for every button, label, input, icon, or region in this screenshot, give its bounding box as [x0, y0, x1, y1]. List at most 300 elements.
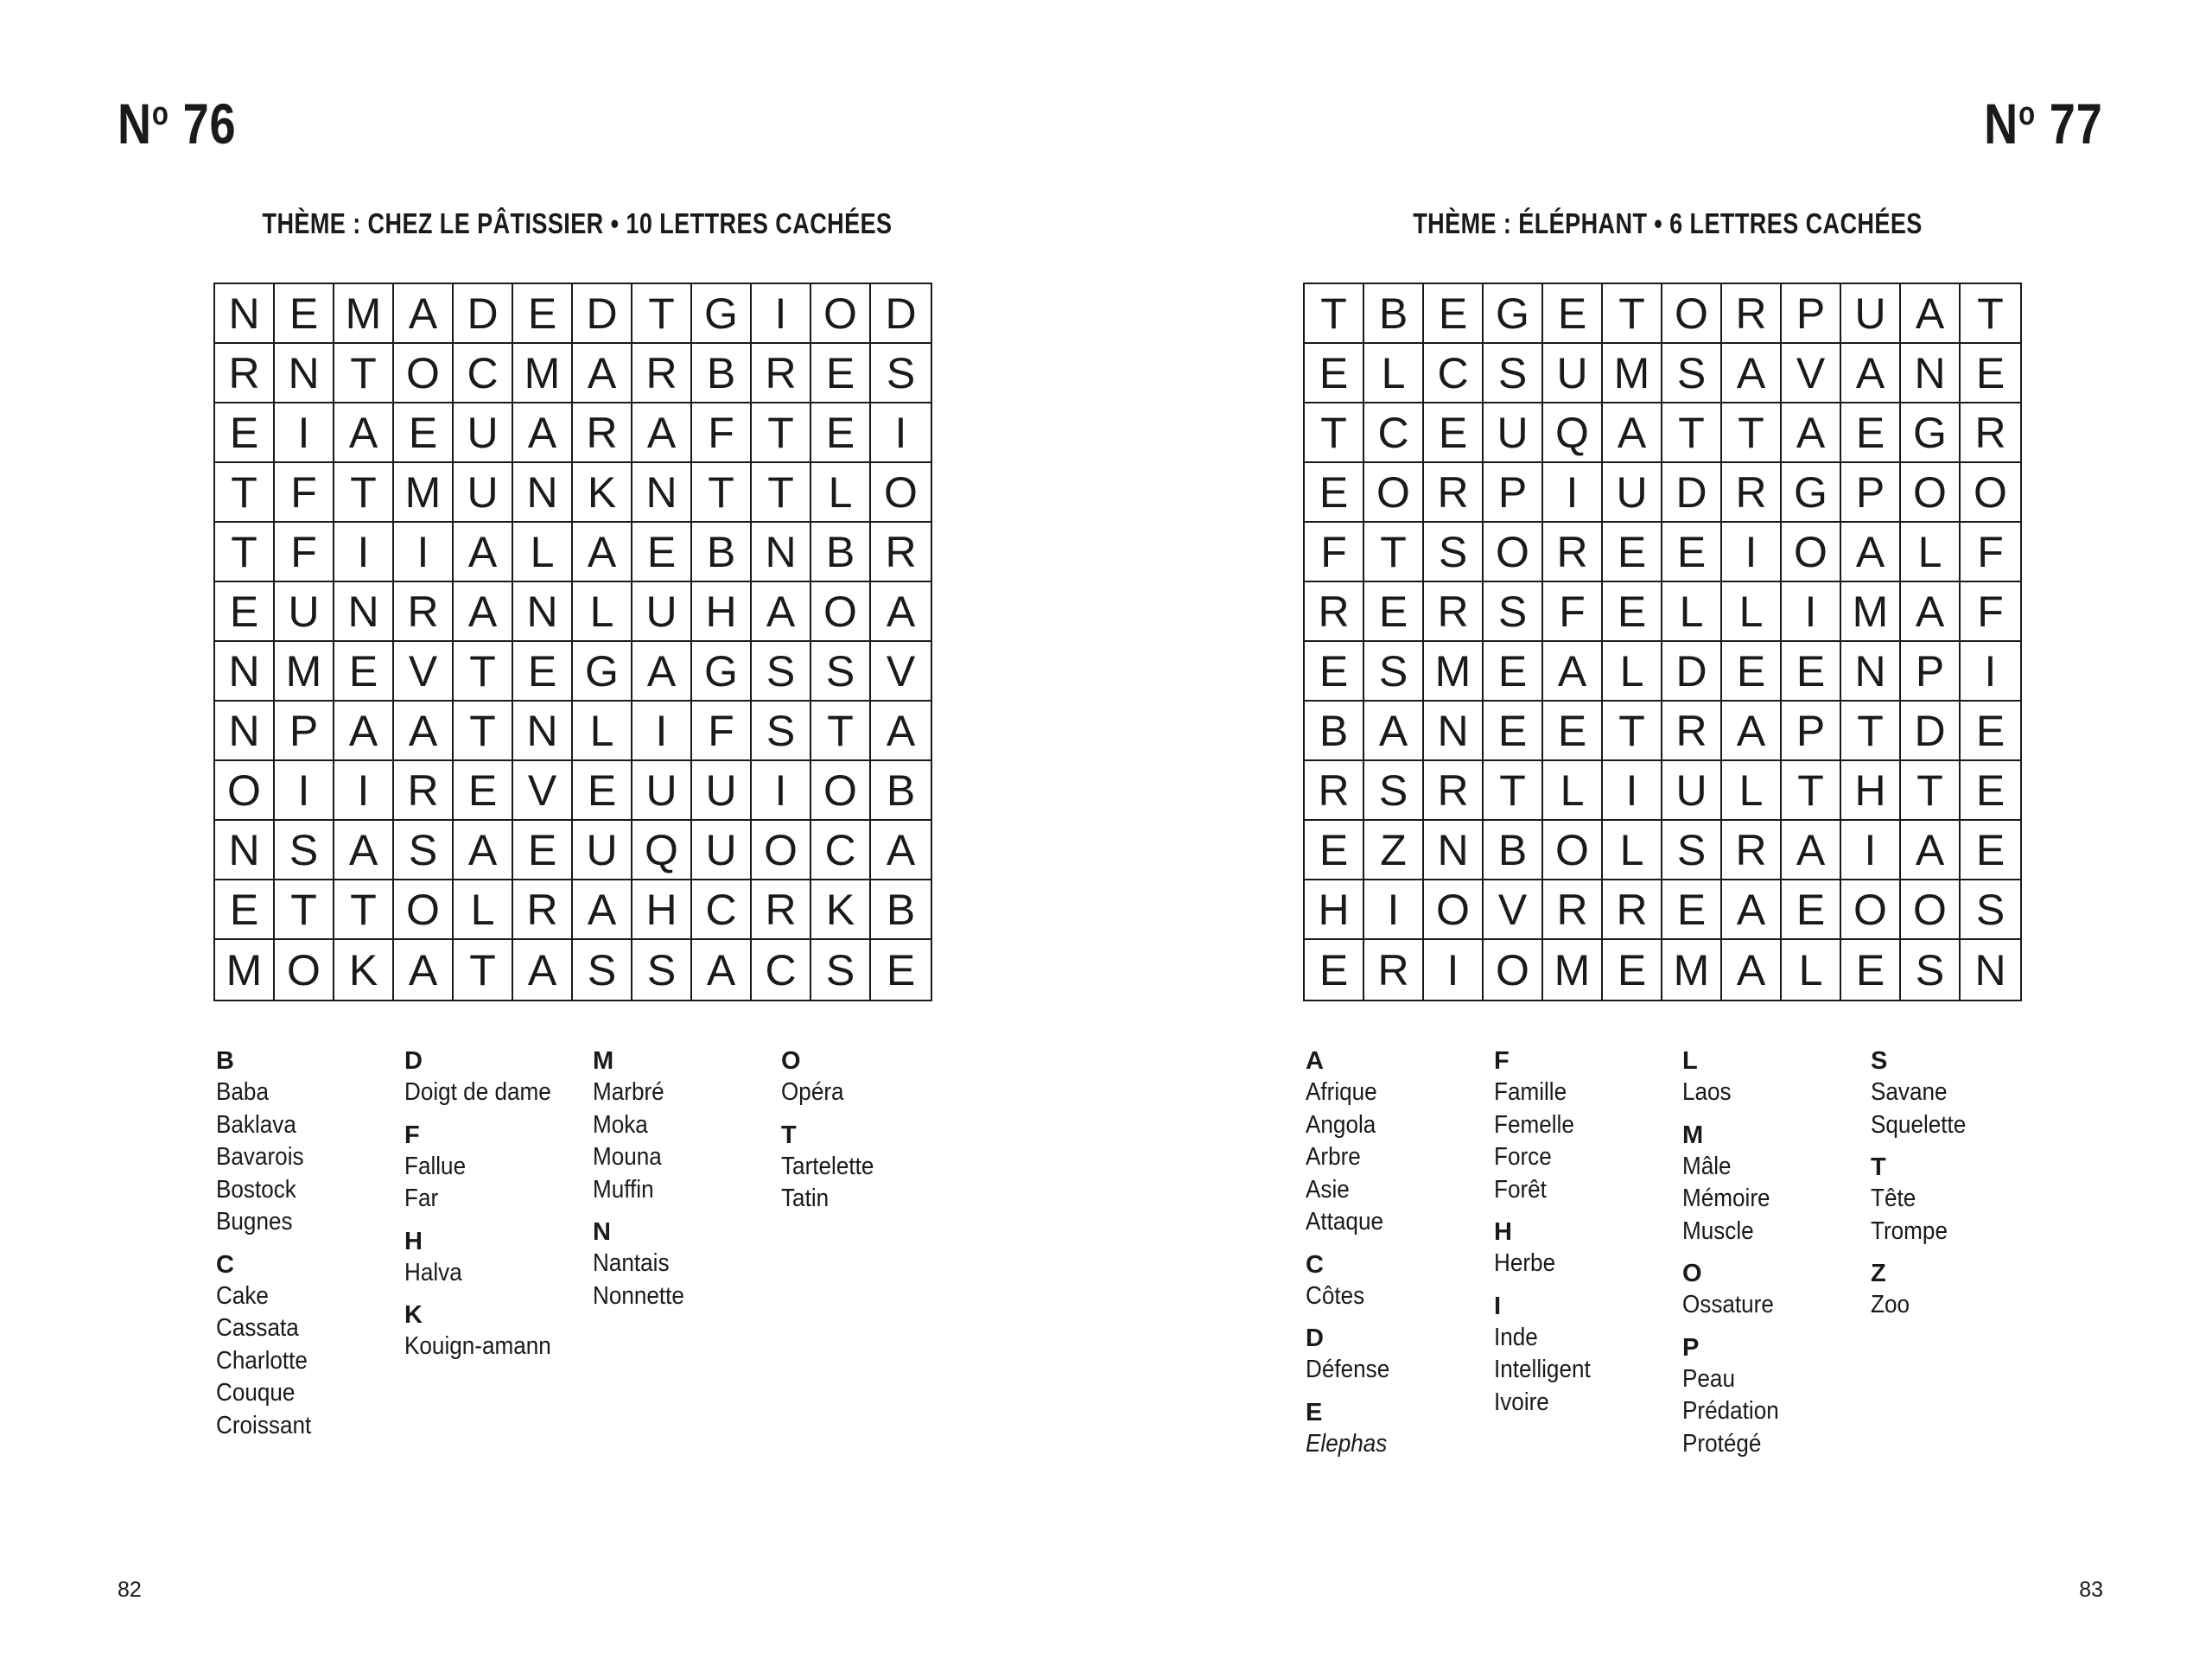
grid-cell: K	[811, 880, 871, 940]
grid-cell: N	[513, 582, 573, 642]
grid-cell: G	[692, 642, 752, 702]
grid-cell: A	[334, 821, 394, 880]
grid-cell: D	[1662, 642, 1722, 702]
grid-cell: R	[1722, 463, 1782, 523]
grid-cell: I	[275, 403, 334, 463]
hidden-word: Cake	[216, 1281, 269, 1310]
grid-cell: F	[692, 702, 752, 761]
page-right	[1106, 0, 2212, 1658]
hidden-word: Tartelette	[781, 1152, 874, 1180]
grid-cell: L	[513, 523, 573, 582]
word-list-column	[404, 1045, 593, 1452]
grid-cell: A	[1722, 880, 1782, 940]
grid-cell: K	[573, 463, 632, 523]
grid-cell: E	[215, 403, 275, 463]
hidden-word: Ivoire	[1494, 1388, 1549, 1416]
grid-cell: O	[1543, 821, 1603, 880]
word-group	[1494, 1291, 1682, 1420]
grid-cell: P	[1901, 642, 1961, 702]
word-group	[1871, 1152, 2059, 1248]
word-group-letter: T	[1871, 1153, 1886, 1181]
grid-cell: E	[394, 403, 454, 463]
grid-cell: T	[334, 463, 394, 523]
grid-cell: I	[752, 761, 811, 821]
grid-cell: A	[1782, 403, 1841, 463]
grid-cell: R	[752, 880, 811, 940]
hidden-word: Forêt	[1494, 1175, 1547, 1204]
grid-cell: S	[752, 702, 811, 761]
grid-cell: O	[1662, 284, 1722, 344]
grid-cell: O	[871, 463, 931, 523]
word-group	[1682, 1258, 1871, 1322]
grid-cell: I	[871, 403, 931, 463]
grid-cell: P	[1841, 463, 1901, 523]
grid-cell: B	[1484, 821, 1543, 880]
grid-cell: E	[632, 523, 692, 582]
word-group-letter: N	[593, 1218, 611, 1246]
grid-cell: A	[1722, 344, 1782, 403]
grid-cell: V	[513, 761, 573, 821]
grid-cell: S	[1484, 344, 1543, 403]
grid-cell: E	[1543, 702, 1603, 761]
grid-cell: L	[573, 582, 632, 642]
grid-cell: S	[632, 940, 692, 1000]
grid-cell: H	[1305, 880, 1364, 940]
grid-cell: S	[811, 642, 871, 702]
hidden-word: Baklava	[216, 1110, 296, 1139]
word-group	[404, 1299, 593, 1363]
grid-cell: L	[1662, 582, 1722, 642]
grid-cell: A	[632, 642, 692, 702]
grid-cell: E	[1662, 880, 1722, 940]
grid-cell: C	[1424, 344, 1484, 403]
hidden-word: Elephas	[1306, 1429, 1388, 1458]
grid-cell: M	[394, 463, 454, 523]
grid-cell: L	[1364, 344, 1424, 403]
grid-cell: R	[1424, 582, 1484, 642]
hidden-word: Nonnette	[593, 1281, 684, 1310]
word-group	[1682, 1045, 1871, 1109]
grid-cell: T	[811, 702, 871, 761]
grid-cell: N	[1841, 642, 1901, 702]
grid-cell: N	[1974, 945, 2006, 994]
grid-cell: V	[1484, 880, 1543, 940]
grid-cell: R	[215, 344, 275, 403]
grid-cell: T	[334, 880, 394, 940]
grid-cell: Z	[1364, 821, 1424, 880]
grid-cell: S	[1364, 761, 1424, 821]
word-search-grid	[213, 283, 932, 1001]
puzzle-number-superscript: o	[2018, 96, 2037, 132]
grid-cell: I	[1722, 523, 1782, 582]
grid-cell: T	[1841, 702, 1901, 761]
hidden-word: Asie	[1306, 1175, 1350, 1204]
grid-cell: E	[1603, 523, 1662, 582]
grid-cell: H	[632, 880, 692, 940]
grid-cell: O	[1364, 463, 1424, 523]
grid-cell: S	[394, 821, 454, 880]
grid-cell: U	[275, 582, 334, 642]
word-group-letter: Z	[1871, 1260, 1886, 1287]
puzzle-number	[118, 91, 236, 156]
word-group	[1306, 1323, 1494, 1387]
grid-cell: O	[275, 940, 334, 1000]
grid-cell: G	[1901, 403, 1961, 463]
grid-cell: U	[1543, 344, 1603, 403]
grid-cell: N	[513, 702, 573, 761]
word-group	[404, 1045, 593, 1109]
hidden-word: Force	[1494, 1143, 1552, 1171]
word-group-letter: E	[1306, 1398, 1323, 1426]
word-group-letter: T	[781, 1121, 797, 1149]
grid-cell: N	[1901, 344, 1961, 403]
grid-cell: S	[752, 642, 811, 702]
grid-cell: O	[811, 582, 871, 642]
grid-cell: U	[454, 403, 513, 463]
grid-cell: O	[1901, 463, 1961, 523]
puzzle-number-value: 77	[2050, 92, 2103, 156]
word-group	[404, 1226, 593, 1290]
grid-cell: E	[1841, 403, 1901, 463]
grid-cell: T	[692, 463, 752, 523]
word-group-letter: O	[781, 1047, 801, 1075]
hidden-word: Herbe	[1494, 1249, 1556, 1277]
grid-cell: I	[275, 761, 334, 821]
grid-cell: I	[1543, 463, 1603, 523]
grid-cell: L	[1722, 582, 1782, 642]
grid-cell: E	[1961, 702, 2020, 761]
hidden-word: Intelligent	[1494, 1356, 1591, 1383]
grid-cell: A	[454, 523, 513, 582]
grid-cell: N	[275, 344, 334, 403]
word-group-letter: B	[216, 1047, 234, 1075]
grid-cell: T	[1722, 403, 1782, 463]
grid-cell: N	[1424, 821, 1484, 880]
word-group-letter: H	[1494, 1218, 1512, 1246]
word-list-column	[1306, 1045, 1494, 1471]
grid-cell: E	[1305, 463, 1364, 523]
hidden-word: Inde	[1494, 1323, 1538, 1351]
grid-cell: U	[573, 821, 632, 880]
grid-cell: T	[1305, 403, 1364, 463]
grid-cell: U	[1484, 403, 1543, 463]
grid-cell: T	[454, 702, 513, 761]
grid-cell: E	[1603, 582, 1662, 642]
grid-cell: E	[513, 284, 573, 344]
grid-cell: L	[1901, 523, 1961, 582]
grid-cell: N	[215, 821, 275, 880]
word-group-letter: I	[1494, 1292, 1502, 1320]
grid-cell: B	[871, 761, 931, 821]
grid-cell: E	[1961, 761, 2020, 821]
grid-cell: A	[513, 403, 573, 463]
grid-cell: Q	[632, 821, 692, 880]
grid-cell: E	[1305, 940, 1364, 1000]
word-group-letter: D	[1306, 1324, 1324, 1352]
grid-cell: I	[1364, 880, 1424, 940]
hidden-word: Mouna	[593, 1143, 662, 1171]
word-search-grid	[1303, 283, 2022, 1001]
word-group-letter: D	[404, 1047, 423, 1075]
grid-cell: O	[1484, 523, 1543, 582]
grid-cell: E	[1484, 702, 1543, 761]
grid-cell: A	[1364, 702, 1424, 761]
hidden-word: Kouign-amann	[404, 1332, 551, 1360]
grid-cell: U	[1841, 284, 1901, 344]
word-group-letter: H	[404, 1227, 423, 1255]
grid-cell: A	[394, 940, 454, 1000]
grid-cell: T	[215, 463, 275, 523]
grid-cell: A	[1841, 344, 1901, 403]
grid-cell: H	[1841, 761, 1901, 821]
grid-cell: E	[1961, 344, 2020, 403]
word-group	[781, 1045, 969, 1109]
word-group-letter: K	[404, 1301, 423, 1329]
grid-cell: U	[1662, 761, 1722, 821]
grid-cell: F	[1961, 582, 2020, 642]
grid-cell: M	[215, 940, 275, 1000]
grid-cell: R	[1543, 523, 1603, 582]
grid-cell: O	[811, 284, 871, 344]
grid-cell: S	[1961, 880, 2020, 940]
grid-cell: B	[1364, 284, 1424, 344]
grid-cell: I	[334, 761, 394, 821]
word-list-column	[781, 1045, 969, 1452]
grid-cell: S	[811, 940, 871, 1000]
grid-cell: S	[1364, 642, 1424, 702]
grid-cell: G	[692, 284, 752, 344]
grid-cell: T	[215, 523, 275, 582]
grid-cell: E	[1722, 642, 1782, 702]
word-group	[1494, 1045, 1682, 1206]
word-group	[1306, 1045, 1494, 1239]
page-number: 83	[2079, 1578, 2103, 1602]
grid-cell: E	[1305, 642, 1364, 702]
hidden-word: Famille	[1494, 1078, 1567, 1106]
grid-cell: T	[275, 880, 334, 940]
grid-cell: S	[1662, 344, 1722, 403]
grid-cell: T	[1961, 284, 2020, 344]
hidden-word: Doigt de dame	[404, 1078, 551, 1106]
grid-cell: R	[1305, 761, 1364, 821]
grid-cell: C	[1364, 403, 1424, 463]
grid-cell: A	[1901, 284, 1961, 344]
hidden-word: Tatin	[781, 1185, 830, 1212]
grid-cell: A	[334, 403, 394, 463]
grid-cell: E	[1841, 940, 1901, 1000]
grid-cell: A	[1782, 821, 1841, 880]
grid-cell: A	[1543, 642, 1603, 702]
grid-cell: T	[1603, 284, 1662, 344]
grid-cell: E	[215, 880, 275, 940]
hidden-word: Attaque	[1306, 1208, 1383, 1236]
hidden-word: Baba	[216, 1078, 269, 1106]
grid-cell: T	[632, 284, 692, 344]
grid-cell: S	[1424, 523, 1484, 582]
word-list-column	[1494, 1045, 1682, 1471]
grid-cell: L	[1603, 821, 1662, 880]
grid-cell: M	[1603, 344, 1662, 403]
grid-cell: R	[1722, 284, 1782, 344]
grid-cell: T	[454, 642, 513, 702]
grid-cell: R	[1603, 880, 1662, 940]
grid-cell: B	[811, 523, 871, 582]
puzzle-theme: THÈME : CHEZ LE PÂTISSIER • 10 LETTRES CACHÉES	[262, 207, 893, 239]
grid-cell: G	[573, 642, 632, 702]
grid-cell: E	[454, 761, 513, 821]
word-group-letter: M	[1682, 1121, 1704, 1149]
grid-cell: O	[215, 761, 275, 821]
grid-cell: U	[632, 761, 692, 821]
grid-cell: D	[573, 284, 632, 344]
grid-cell: N	[752, 523, 811, 582]
grid-cell: R	[1543, 880, 1603, 940]
grid-cell: E	[1424, 284, 1484, 344]
grid-cell: T	[1662, 403, 1722, 463]
grid-cell: L	[1782, 940, 1841, 1000]
grid-cell: O	[1961, 463, 2020, 523]
grid-cell: V	[1782, 344, 1841, 403]
hidden-word: Laos	[1682, 1078, 1732, 1106]
word-list-column	[1682, 1045, 1871, 1471]
hidden-word: Marbré	[593, 1078, 664, 1106]
puzzle-theme: THÈME : ÉLÉPHANT • 6 LETTRES CACHÉES	[1413, 207, 1923, 239]
grid-cell: R	[573, 403, 632, 463]
grid-cell: E	[811, 344, 871, 403]
grid-cell: A	[692, 940, 752, 1000]
grid-cell: L	[1722, 761, 1782, 821]
grid-cell: E	[1305, 344, 1364, 403]
grid-cell: I	[752, 284, 811, 344]
grid-cell: U	[632, 582, 692, 642]
grid-cell: G	[1484, 284, 1543, 344]
word-group-letter: C	[216, 1250, 234, 1279]
word-group	[216, 1249, 404, 1443]
grid-cell: R	[1662, 702, 1722, 761]
word-group	[1494, 1217, 1682, 1280]
word-group	[1306, 1249, 1494, 1313]
hidden-word: Bostock	[216, 1175, 296, 1204]
word-group	[1871, 1045, 2059, 1141]
hidden-word: Prédation	[1682, 1397, 1779, 1425]
grid-cell: O	[811, 761, 871, 821]
grid-cell: I	[1961, 642, 2020, 702]
puzzle-number	[1985, 91, 2103, 156]
word-list	[216, 1045, 969, 1452]
word-group	[404, 1120, 593, 1216]
grid-cell: N	[215, 702, 275, 761]
grid-cell: A	[871, 582, 931, 642]
grid-cell: A	[573, 344, 632, 403]
grid-cell: L	[573, 702, 632, 761]
grid-cell: A	[1901, 821, 1961, 880]
grid-cell: A	[573, 523, 632, 582]
hidden-word: Angola	[1306, 1110, 1376, 1139]
grid-cell: I	[1424, 940, 1484, 1000]
page-number: 82	[118, 1578, 142, 1602]
grid-cell: R	[1961, 403, 2020, 463]
grid-cell: R	[632, 344, 692, 403]
grid-cell: A	[334, 702, 394, 761]
hidden-word: Mémoire	[1682, 1185, 1770, 1212]
hidden-word: Femelle	[1494, 1110, 1574, 1139]
grid-cell: R	[1722, 821, 1782, 880]
grid-cell: O	[1782, 523, 1841, 582]
grid-cell: E	[215, 582, 275, 642]
grid-cell: E	[573, 761, 632, 821]
grid-cell: R	[513, 880, 573, 940]
grid-cell: E	[1424, 403, 1484, 463]
grid-cell: G	[1782, 463, 1841, 523]
grid-cell: M	[1841, 582, 1901, 642]
word-group-letter: F	[404, 1121, 420, 1149]
grid-cell: L	[454, 880, 513, 940]
grid-cell: R	[871, 523, 931, 582]
hidden-word: Mâle	[1682, 1152, 1732, 1180]
hidden-word: Moka	[593, 1110, 648, 1139]
word-group	[781, 1120, 969, 1216]
word-list	[1306, 1045, 2059, 1471]
hidden-word: Squelette	[1871, 1110, 1967, 1139]
grid-cell: V	[871, 642, 931, 702]
grid-cell: E	[513, 642, 573, 702]
grid-cell: O	[394, 344, 454, 403]
grid-cell: A	[454, 582, 513, 642]
hidden-word: Muscle	[1682, 1217, 1754, 1245]
grid-cell: O	[752, 821, 811, 880]
hidden-word: Défense	[1306, 1356, 1390, 1383]
grid-cell: E	[1961, 821, 2020, 880]
grid-cell: I	[1841, 821, 1901, 880]
grid-cell: D	[454, 284, 513, 344]
grid-cell: E	[886, 945, 916, 994]
grid-cell: I	[1603, 761, 1662, 821]
hidden-word: Fallue	[404, 1152, 467, 1180]
hidden-word: Far	[404, 1185, 439, 1212]
grid-cell: D	[871, 284, 931, 344]
grid-cell: Q	[1543, 403, 1603, 463]
grid-cell: N	[513, 463, 573, 523]
grid-cell: A	[871, 821, 931, 880]
grid-cell: C	[454, 344, 513, 403]
grid-cell: M	[1662, 940, 1722, 1000]
grid-cell: T	[1484, 761, 1543, 821]
grid-cell: T	[1603, 702, 1662, 761]
grid-cell: I	[394, 523, 454, 582]
grid-cell: E	[1662, 523, 1722, 582]
grid-cell: A	[394, 702, 454, 761]
word-group-letter: L	[1682, 1047, 1698, 1075]
grid-cell: O	[1841, 880, 1901, 940]
hidden-word: Charlotte	[216, 1346, 308, 1375]
grid-cell: M	[1424, 642, 1484, 702]
grid-cell: L	[1603, 642, 1662, 702]
grid-cell: M	[513, 344, 573, 403]
grid-cell: V	[394, 642, 454, 702]
grid-cell: P	[1782, 284, 1841, 344]
grid-cell: C	[752, 940, 811, 1000]
grid-cell: N	[215, 284, 275, 344]
grid-cell: O	[1901, 880, 1961, 940]
hidden-word: Nantais	[593, 1249, 670, 1277]
puzzle-number-prefix: N	[1984, 92, 2019, 156]
hidden-word: Couque	[216, 1379, 296, 1407]
hidden-word: Peau	[1682, 1364, 1735, 1393]
hidden-word: Arbre	[1306, 1143, 1361, 1171]
grid-cell: S	[1662, 821, 1722, 880]
grid-cell: F	[1961, 523, 2020, 582]
hidden-word: Opéra	[781, 1078, 844, 1106]
